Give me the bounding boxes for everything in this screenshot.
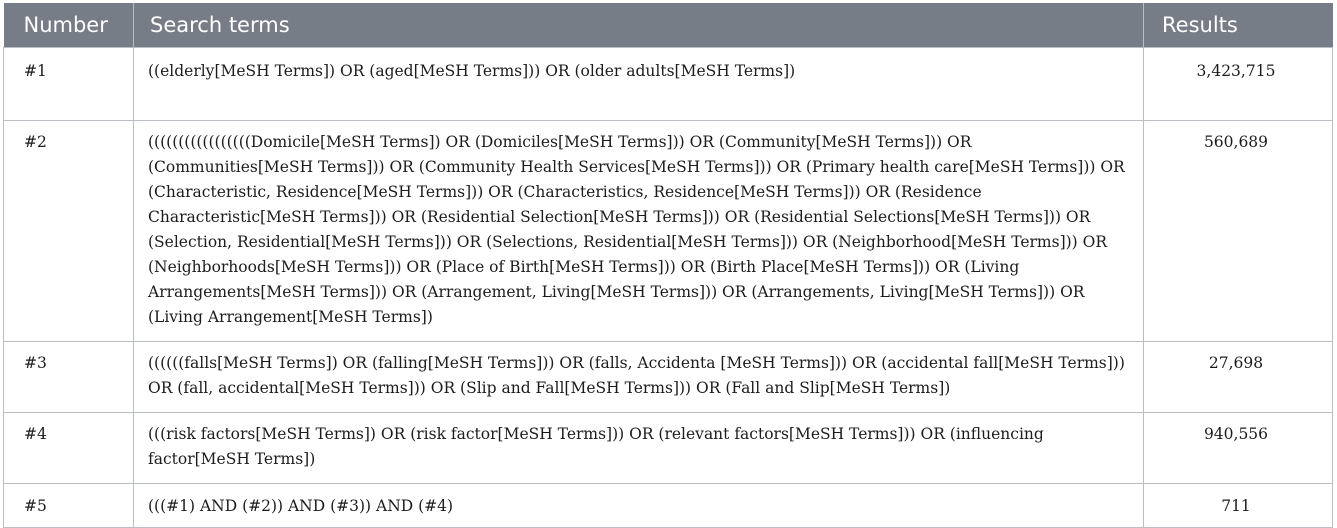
row-search-terms: (((((((((((((((((Domicile[MeSH Terms]) OR (Domiciles[MeSH Terms])) OR (Community[MeSH Terms])) OR (Communities[MeSH Terms])) OR (Community Health Services[MeSH Terms])) OR (Primary health care[MeSH Terms])) OR (Characteristic, Residence[MeSH Terms])) OR (Characteristics, Residence[MeSH Terms])) OR (Residence Characteristic[MeSH Terms])) OR (Residential Selection[MeSH Terms])) OR (Residential Selections[MeSH Terms])) OR (Selection, Residential[MeSH Terms])) OR (Selections, Residential[MeSH Terms])) OR (Neighborhood[MeSH Terms])) OR (Neighborhoods[MeSH Terms])) OR (Place of Birth[MeSH Terms])) OR (Birth Place[MeSH Terms])) OR (Living Arrangements[MeSH Terms])) OR (Arrangement, Living[MeSH Terms])) OR (Arrangements, Living[MeSH Terms])) OR (Living Arrangement[MeSH Terms])	[134, 121, 1144, 342]
row-number: #3	[4, 342, 134, 413]
column-header-number: Number	[4, 3, 134, 48]
row-results: 3,423,715	[1144, 48, 1333, 121]
row-results: 711	[1144, 484, 1333, 528]
row-number: #5	[4, 484, 134, 528]
row-search-terms: ((((((falls[MeSH Terms]) OR (falling[MeSH Terms])) OR (falls, Accidenta [MeSH Terms])) OR (accidental fall[MeSH Terms])) OR (fall, accidental[MeSH Terms])) OR (Slip and Fall[MeSH Terms])) OR (Fall and Slip[MeSH Terms])	[134, 342, 1144, 413]
table-row	[4, 121, 1333, 342]
column-header-results: Results	[1144, 3, 1333, 48]
table-row	[4, 48, 1333, 121]
row-number: #4	[4, 413, 134, 484]
column-header-search-terms: Search terms	[134, 3, 1144, 48]
row-results: 940,556	[1144, 413, 1333, 484]
header-row	[4, 3, 1333, 48]
row-number: #1	[4, 48, 134, 121]
row-number: #2	[4, 121, 134, 342]
table-row	[4, 413, 1333, 484]
row-search-terms: (((#1) AND (#2)) AND (#3)) AND (#4)	[134, 484, 1144, 528]
row-results: 27,698	[1144, 342, 1333, 413]
row-search-terms: ((elderly[MeSH Terms]) OR (aged[MeSH Terms])) OR (older adults[MeSH Terms])	[134, 48, 1144, 121]
search-strategy-table	[3, 3, 1333, 528]
table-row	[4, 342, 1333, 413]
row-search-terms: (((risk factors[MeSH Terms]) OR (risk factor[MeSH Terms])) OR (relevant factors[MeSH Terms])) OR (influencing factor[MeSH Terms])	[134, 413, 1144, 484]
row-results: 560,689	[1144, 121, 1333, 342]
table-row	[4, 484, 1333, 528]
